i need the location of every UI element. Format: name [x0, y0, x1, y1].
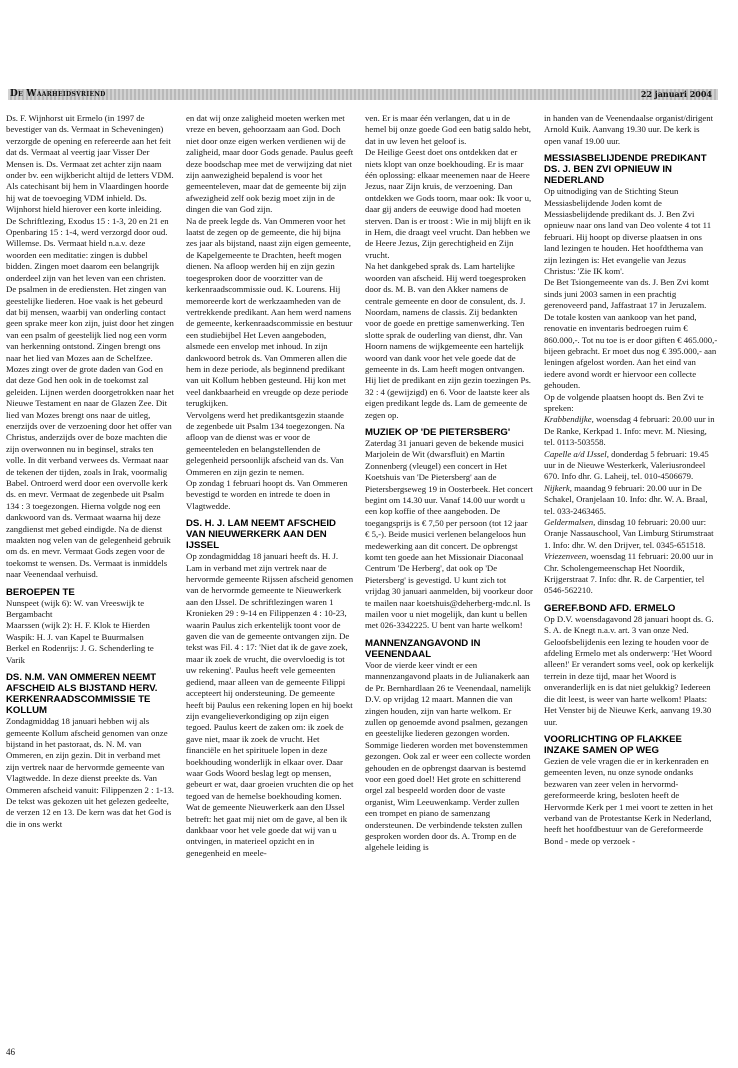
event-item [544, 551, 718, 597]
event-item [544, 449, 718, 483]
paragraph: ven. Er is maar één verlangen, dat u in de hemel bij onze goede God een batig saldo hebt, dat in uw leven het geloof is. [365, 113, 531, 146]
paragraph: Voor de vierde keer vindt er een mannenzangavond plaats in de Julianakerk aan de Pr. Bernhardlaan 26 te Veenendaal, namelijk D.V. op vrijdag 12 maart. Mannen die van zingen houden, zijn van harte welkom. Er zullen op genoemde avond psalmen, gezangen en geestelijke liederen gezongen worden. Sommige liederen worden met bovenstemmen gezongen. Ook zal er weer een collecte worden gehouden en de opbrengst daarvan is bestemd voor een goed doel! Het grote en schitterend orgel zal bespeeld worden door de vaste organist, Wim Leeuwenkamp. Verder zullen een trompet en piano de samenzang ondersteunen. De verbindende teksten zullen gesproken worden door ds. A. Tromp en de algehele leiding is [365, 659, 532, 853]
running-header [8, 89, 718, 100]
paragraph: Zaterdag 31 januari geven de bekende musici Marjolein de Wit (dwarsfluit) en Martin Zonnenberg (vleugel) een concert in Het Koetshuis van 'De Pietersberg' aan de Pietersbergseweg 19 in Oosterbeek. Het concert begint om 14.30 uur. Vanaf 14.00 uur wordt u een kop koffie of thee aangeboden. De toegangsprijs is € 7,50 per persoon (tot 12 jaar € 5,-). Beide musici verlenen belangeloos hun medewerking aan dit concert. De opbrengst komt ten goede aan het Missionair Diaconaal Centrum 'De Herberg', dat ook op 'De Pietersberg' is gevestigd. U kunt zich tot vrijdag 30 januari aanmelden, bij voorkeur door te mailen naar koetshuis@deherberg-mdc.nl. Is mailen voor u niet mogelijk, dan kunt u bellen met 026-3342225. U bent van harte welkom! [365, 437, 533, 631]
section-heading-lam: DS. H. J. LAM NEEMT AFSCHEID VAN NIEUWERKERK AAN DEN IJSSEL [186, 518, 336, 552]
paragraph: Op uitnodiging van de Stichting Steun Messiasbelijdende Joden komt de Messiasbelijdende predikant ds. J. Ben Zvi opnieuw naar ons land van Deo volente 4 tot 11 februari. Hij hoopt op diverse plaatsen in ons land lezingen te houden. Het hoofdthema van zijn lezingen is: Het evangelie van Jezus Christus: 'Zie IK kom'. [544, 186, 712, 277]
paragraph: De Schriftlezing, Exodus 15 : 1-3, 20 en 21 en Openbaring 15 : 1-4, werd verzorgd door oud. Willemse. Ds. Vermaat hield n.a.v. deze woorden een meditatie: zingen is dubbel bidden. Zingen moet daarom een belangrijk onderdeel zijn van het leven van een christen. De psalmen in de erediensten. Het zingen van geestelijke liederen. Hoe vaak is het gebeurd dat bij mensen, waarbij van onderling contact geen sprake meer kon zijn, juist door het zingen van een psalm of geestelijk lied nog een vorm van herkenning ontstond. Zingen brengt ons naar het lied van Mozes aan de Schelfzee. Mozes zingt over de grote daden van God en dat deze God hen ook in de toekomst zal geleiden. Lijnen werden doorgetrokken naar het Nieuwe Testament en naar de Glazen Zee. Dit lied van Mozes brengt ons naar de uitleg, enerzijds over de verzoening door het offer van Christus, anderzijds over de boze machten die zijn overwonnen nu in beginsel, straks ten volle. In dit verband verwees ds. Vermaat naar de tekenen der tijden, zoals in Irak, voormalig Babel. Ontroerd werd door een overvolle kerk ds. en mevr. Vermaat de zegenbede uit Psalm 134 : 3 toegezongen. Hierna volgde nog een dankwoord van ds. Vermaat waarna hij deze zangdienst met gebed eindigde. Na de dienst maakten nog velen van de gelegenheid gebruik om ds. en mevr. Vermaat Gods zegen voor de toekomst te wensen. Ds. Vermaat is inmiddels naar Veenendaal verhuisd. [6, 215, 174, 580]
paragraph: Op D.V. woensdagavond 28 januari hoopt ds. G. S. A. de Knegt n.a.v. art. 3 van onze Ned. Geloofsbelijdenis een lezing te houden voor de afdeling Ermelo met als onderwerp: 'Het Woord alleen!' Er verandert soms veel, ook op kerkelijk terrein in deze tijd, maar het Woord is onveranderlijk en is dat niet gelukkig? Iedereen die dit leest, is weer van harte welkom! Plaats: Het Venster bij de Nieuwe Kerk, aanvang 19.30 uur. [544, 613, 714, 727]
paragraph: De Bet Tsiongemeente van ds. J. Ben Zvi komt sinds juni 2003 samen in een prachtig gerenoveerd pand, Jaffastraat 17 in Jeruzalem. De totale kosten van aankoop van het pand, renovatie en inventaris bedroegen ruim € 860.000,-. Tot nu toe is er door giften € 465.000,- bijeen gebracht. Er moet dus nog € 395.000,- aan leningen afgelost worden. Aan het eind van iedere avond wordt er hiervoor een collecte gehouden. [544, 277, 718, 391]
event-item [544, 414, 718, 448]
event-place: Krabbendijke, [544, 414, 594, 425]
event-details: dinsdag 10 februari: 20.00 uur: Oranje Nassauschool, Van Limburg Stirumstraat 1. Info: dhr. W. den Drijver, tel. 0345-651518. [544, 517, 714, 550]
event-place: Nijkerk, [544, 482, 572, 493]
event-details: donderdag 5 februari: 19.45 uur in de Nieuwe Westerkerk, Valeriusrondeel 670. Info dhr. G. Laheij, tel. 010-4506679. [544, 448, 709, 482]
paragraph: Op zondagmiddag 18 januari heeft ds. H. J. Lam in verband met zijn vertrek naar de hervormde gemeente Rijssen afscheid genomen van de hervormde gemeente te Nieuwerkerk aan den IJssel. De schriftlezingen waren 1 Kronieken 29 : 9-14 en Filippenzen 4 : 10-23, waarin Paulus zich erkentelijk toont voor de gaven die van de gemeente ontvangen zijn. De tekst was Fil. 4 : 17: 'Niet dat ik de gave zoek, maar ik zoek de vrucht, die overvloedig is tot uw rekening'. Paulus heeft vele gemeenten gediend, maar alleen van de gemeente Filippi accepteert hij ondersteuning. De gemeente heeft bij Paulus een rekening lopen en hij boekt zijn evangelieverkondiging op zijn eigen tegoed. Paulus keert de zaken om: ik zoek de gave niet, maar ik zoek de vrucht. Het financiële en het spirituele lopen in deze boekhouding wonderlijk in elkaar over. Daar waar Gods Woord beslag legt op mensen, gebeurt er wat, daar groeien vruchten die op het tegoed van de hemelse boekhouding komen. Wat de gemeente Nieuwerkerk aan den IJssel betreft: het gaat mij niet om de gave, al ben ik dankbaar voor het vele goede dat wij van u ontvingen, in materieel opzicht en in genegenheid en meele- [186, 551, 354, 858]
column-3 [365, 113, 533, 1033]
event-item [544, 483, 718, 517]
paragraph: en dat wij onze zaligheid moeten werken met vreze en beven, gehoorzaam aan God. Doch niet door onze eigen werken verdienen wij de zaligheid, maar door Gods genade. Paulus geeft deze boodschap mee met de verwijzing dat niet zijn aanwezigheid bepalend is voor het gemeenteleven, maar dat de gemeente bij zijn afwezigheid zelf ook bezig moet zijn in de dingen die van God zijn. [186, 113, 354, 215]
column-2 [186, 113, 354, 1033]
section-heading-pietersberg: MUZIEK OP 'DE PIETERSBERG' [365, 426, 511, 438]
paragraph: Na het dankgebed sprak ds. Lam hartelijke woorden van afscheid. Hij werd toegesproken door ds. M. B. van den Akker namens de centrale gemeente en door de consulent, ds. J. Noordam, namens de classis. Zij bedankten voor de goede en prettige samenwerking. Ten slotte sprak de ouderling van dienst, dhr. Van Hoorn namens de wijkgemeente een hartelijk woord van dank voor het vele goede dat de gemeente in ds. Lam heeft mogen ontvangen. Hij liet de predikant en zijn gezin toezingen Ps. 32 : 4 (gewijzigd) en 6. Voor de laatste keer als eigen predikant legde ds. Lam de gemeente de zegen op. [365, 261, 531, 420]
call-item: Maarssen (wijk 2): H. F. Klok te Hierden [6, 620, 150, 631]
paragraph: in handen van de Veenendaalse organist/dirigent Arnold Kuik. Aanvang 19.30 uur. De kerk is open vanaf 19.00 uur. [544, 113, 714, 146]
event-details: woensdag 11 februari: 20.00 uur in Chr. Scholengemeenschap Het Noordik, Krijgerstraat 7. Info: dhr. R. de Carpentier, tel 0546-562210. [544, 551, 714, 596]
event-place: Capelle a/d IJssel, [544, 448, 609, 459]
section-heading-beroepen: BEROEPEN TE [6, 586, 75, 598]
section-heading-flakkee: VOORLICHTING OP FLAKKEE INZAKE SAMEN OP WEG [544, 733, 682, 756]
paragraph: Zondagmiddag 18 januari hebben wij als gemeente Kollum afscheid genomen van onze bijstand in het pastoraat, ds. N. M. van Ommeren, en zijn gezin. Dit in verband met zijn vertrek naar de hervormde gemeente van Vlagtwedde. In deze dienst preekte ds. Van Ommeren afscheid vanuit: Filippenzen 2 : 1-13. De tekst was gekozen uit het gelezen gedeelte, de verzen 12 en 13. De kern was dat het God is die in ons werkt [6, 716, 174, 829]
paragraph: De Heilige Geest doet ons ontdekken dat er niets klopt van onze boekhouding. Er is maar één oplossing: elkaar meenemen naar de Heere Jezus, naar Zijn kruis, de verzoening. Dan ontdekken we Gods toorn, maar ook: Ik voor u, daar gij anders de eeuwige dood had moeten sterven. Dan is er troost : Wie in mij blijft en ik in Hem, die draagt veel vrucht. Dan hebben we de Heere Jezus, Zijn gerechtigheid en Zijn vrucht. [365, 147, 532, 260]
paragraph: Op zondag 1 februari hoopt ds. Van Ommeren bevestigd te worden en intrede te doen in Vlagtwedde. [186, 478, 348, 511]
paragraph: Op de volgende plaatsen hoopt ds. Ben Zvi te spreken: [544, 391, 704, 413]
paragraph: Ds. F. Wijnhorst uit Ermelo (in 1997 de bevestiger van ds. Vermaat in Scheveningen) verzorgde de opening en refereerde aan het feit dat ds. Vermaat al veertig jaar Visser Der Mensen is. Ds. Vermaat zet achter zijn naam onder bv. een wijkbericht altijd de letters VDM. Als catechisant bij hem in Vlaardingen hoorde hij wat de toevoeging VDM inhield. Ds. Wijnhorst hield hierover een korte inleiding. [6, 113, 174, 215]
event-place: Geldermalsen, [544, 517, 596, 527]
call-item: Waspik: H. J. van Kapel te Buurmalsen [6, 631, 144, 642]
magazine-title: De Waarheidsvriend [10, 89, 106, 99]
paragraph: Vervolgens werd het predikantsgezin staande de zegenbede uit Psalm 134 toegezongen. Na afloop van de dienst was er voor de gemeenteleden en belangstellenden de gelegenheid persoonlijk afscheid van ds. Van Ommeren en zijn gezin te nemen. [186, 409, 345, 477]
issue-date: 22 januari 2004 [640, 89, 712, 99]
event-details: maandag 9 februari: 20.00 uur in De Schakel, Oranjelaan 10. Info: dhr. W. A. Braal, tel. 033-2463465. [544, 482, 708, 516]
column-1 [6, 113, 174, 1033]
call-item: Berkel en Rodenrijs: J. G. Schenderling te Varik [6, 643, 154, 665]
section-heading-ermelo: GEREF.BOND AFD. ERMELO [544, 602, 676, 614]
paragraph: Gezien de vele vragen die er in kerkenraden en gemeenten leven, nu onze synode ondanks bezwaren van zeer velen in hervormd-gereformeerde kring, besloten heeft de Hervormde Kerk per 1 mei voort te zetten in het verband van de Protestantse Kerk in Nederland, heeft het hoofdbestuur van de Gereformeerde Bond - mede op verzoek - [544, 755, 713, 846]
paragraph: Na de preek legde ds. Van Ommeren voor het laatst de zegen op de gemeente, die hij bijna zes jaar als bijstand, naast zijn eigen gemeente, de Kapelgemeente te Drachten, heeft mogen dienen. Na afloop werden hij en zijn gezin toegesproken door de voorzitter van de kerkenraadscommissie oud. K. Lourens. Hij memoreerde kort de werkzaamheden van de vertrekkende predikant. Aan hem werd namens de gemeente, kerkenraadscommissie en bestuur een studiebijbel Het Leven aangeboden, alsmede een envelop met inhoud. In zijn dankwoord betrok ds. Van Ommeren allen die hem in deze periode, als beginnend predikant van uit Kollum hebben gesteund. Hij kon met veel dankbaarheid en vreugde op deze periode terugkijken. [186, 215, 353, 409]
section-heading-van-ommeren: DS. N.M. VAN OMMEREN NEEMT AFSCHEID ALS BIJSTAND HERV. KERKENRAADSCOMMISSIE TE KOLLUM [6, 672, 158, 717]
event-details: woensdag 4 februari: 20.00 uur in De Ranke, Kerkpad 1. Info: mevr. M. Niesing, tel. 0113-503558. [544, 414, 715, 448]
event-item [544, 517, 718, 551]
call-item: Nunspeet (wijk 6): W. van Vreeswijk te Bergambacht [6, 597, 145, 620]
event-place: Vriezenveen, [544, 551, 589, 562]
page-number: 46 [6, 1047, 15, 1057]
column-4 [544, 113, 718, 1033]
section-heading-ben-zvi: MESSIASBELIJDENDE PREDIKANT DS. J. BEN ZVI OPNIEUW IN NEDERLAND [544, 153, 707, 187]
section-heading-mannenzangavond: MANNENZANGAVOND IN VEENENDAAL [365, 637, 481, 660]
